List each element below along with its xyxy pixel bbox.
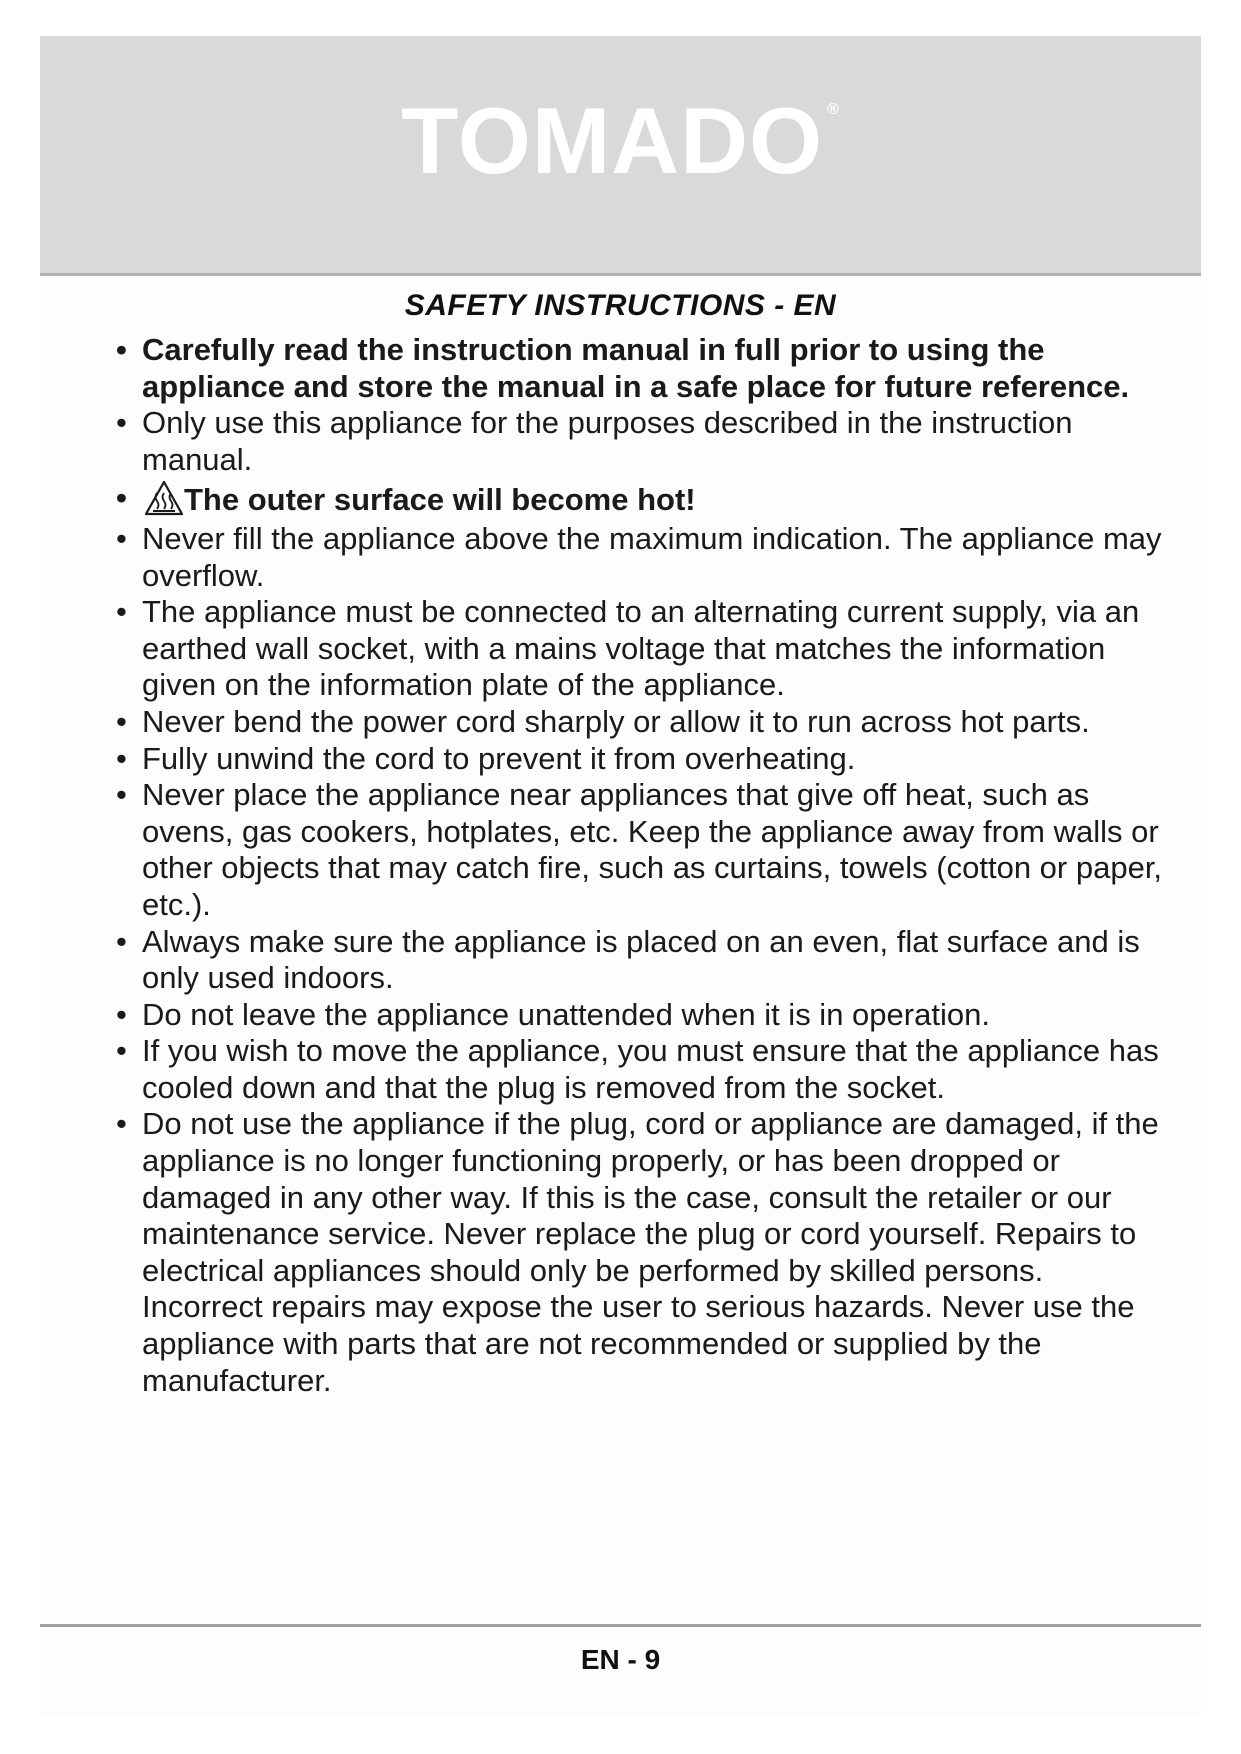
list-item: [116, 704, 1166, 741]
safety-instructions-list: [116, 332, 1166, 1399]
bullet: •: [116, 332, 127, 367]
instruction-text: Carefully read the instruction manual in full prior to using the appliance and store the manual in a safe place for future reference.: [142, 332, 1130, 404]
list-item: [116, 777, 1166, 923]
bullet: •: [116, 740, 127, 776]
registered-mark: ®: [827, 101, 840, 118]
list-item: [116, 332, 1166, 405]
page-number: EN - 9: [580, 1644, 661, 1675]
instruction-text: The outer surface will become hot!: [184, 482, 696, 518]
bullet: •: [116, 996, 127, 1032]
instruction-text: Do not use the appliance if the plug, cord or appliance are damaged, if the appliance is no longer functioning properly, or has been dropped or damaged in any other way. If this is the case, consult the retailer or our maintenance service. Never replace the plug or cord yourself. Repairs to electrical appliances should only be performed by skilled persons. Incorrect repairs may expose the user to serious hazards. Never use the appliance with parts that are not recommended or supplied by the manufacturer.: [142, 1106, 1159, 1398]
list-item: [116, 1106, 1166, 1399]
bullet: •: [116, 923, 127, 959]
instruction-text: Never bend the power cord sharply or allow it to run across hot parts.: [142, 703, 1090, 739]
instruction-text: Fully unwind the cord to prevent it from overheating.: [142, 740, 856, 776]
bullet: •: [116, 1106, 127, 1142]
instruction-text: If you wish to move the appliance, you must ensure that the appliance has cooled down and that the plug is removed from the socket.: [142, 1033, 1159, 1105]
list-item: [116, 521, 1166, 594]
bullet: •: [116, 777, 127, 813]
instruction-text: Only use this appliance for the purposes described in the instruction manual.: [142, 405, 1073, 477]
brand-logo-text: TOMADO: [401, 88, 824, 193]
section-title: SAFETY INSTRUCTIONS - EN: [404, 289, 837, 322]
header-band: [40, 36, 1201, 276]
instruction-text: Never place the appliance near appliances that give off heat, such as ovens, gas cookers, hotplates, etc. Keep the appliance away from walls or other objects that may catch fire, such as curtains, towels (cotton or paper, etc.).: [142, 777, 1163, 922]
list-item: [116, 924, 1166, 997]
list-item-warning: [116, 480, 1166, 519]
brand-logo: [40, 88, 1201, 193]
instruction-text: The appliance must be connected to an alternating current supply, via an earthed wall socket, with a mains voltage that matches the information given on the information plate of the appliance.: [142, 594, 1140, 703]
bullet: •: [116, 405, 127, 441]
footer-divider: [40, 1624, 1201, 1627]
list-item: [116, 741, 1166, 778]
instruction-text: Always make sure the appliance is placed on an even, flat surface and is only used indoors.: [142, 923, 1140, 996]
bullet: •: [116, 520, 127, 556]
bullet: •: [116, 594, 127, 630]
list-item: [116, 997, 1166, 1034]
manual-page: [40, 36, 1201, 1716]
list-item: [116, 594, 1166, 704]
list-item: [116, 405, 1166, 478]
instruction-text: Do not leave the appliance unattended when it is in operation.: [142, 996, 990, 1032]
instruction-text: Never fill the appliance above the maximum indication. The appliance may overflow.: [142, 520, 1162, 593]
list-item: [116, 1033, 1166, 1106]
hot-surface-warning-icon: [144, 480, 184, 516]
bullet: •: [116, 1033, 127, 1069]
bullet: •: [116, 703, 127, 739]
bullet: •: [116, 480, 127, 516]
